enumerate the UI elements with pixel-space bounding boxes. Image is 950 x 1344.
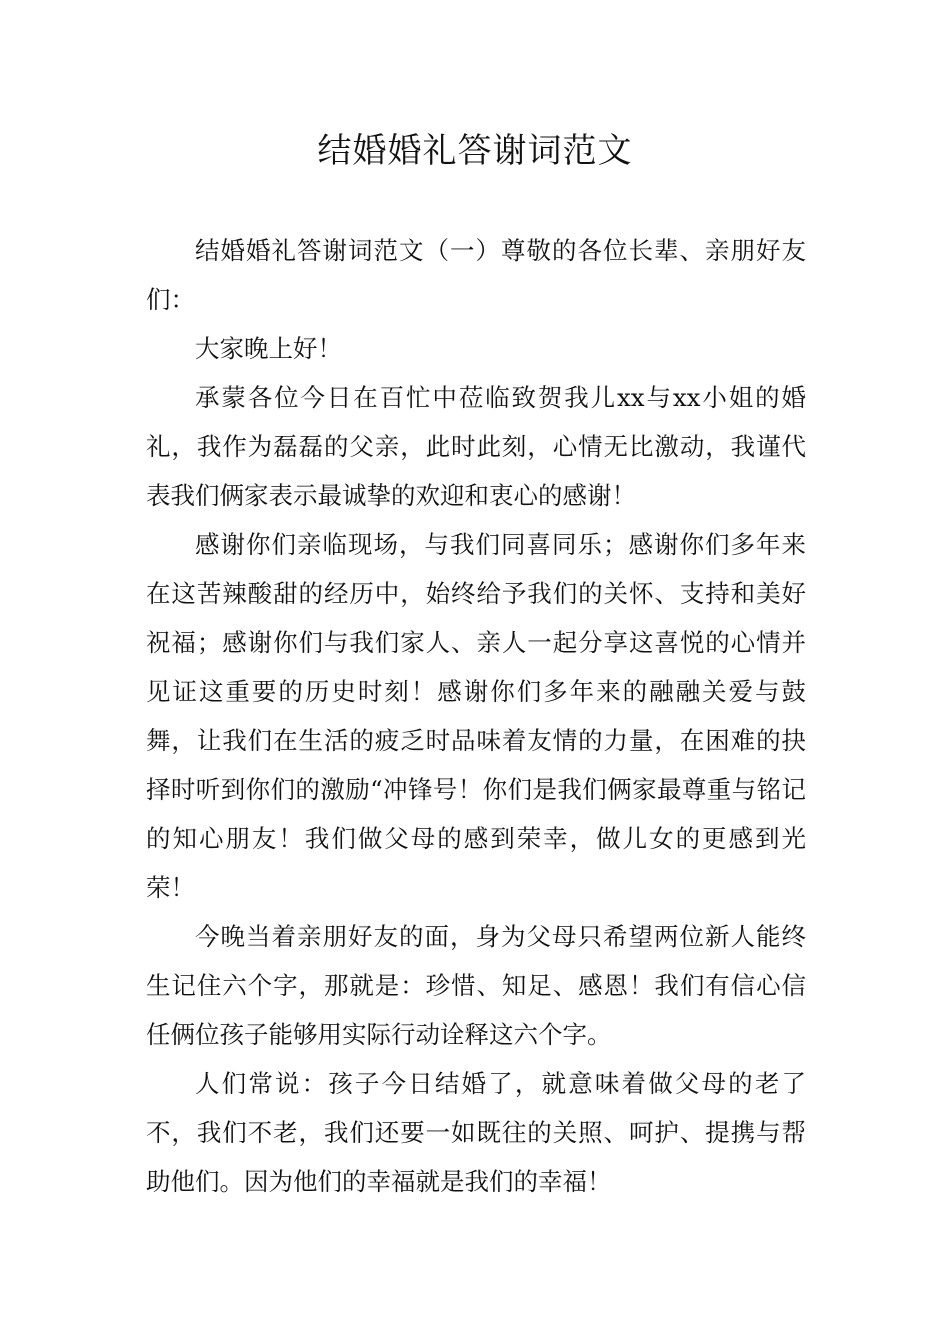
paragraph-thanks: 感谢你们亲临现场，与我们同喜同乐；感谢你们多年来在这苦辣酸甜的经历中，始终给予我们的关怀、支持和美好祝福；感谢你们与我们家人、亲人一起分享这喜悦的心情并见证这重要的历史时刻！感谢你们多年来的融融关爱与鼓舞，让我们在生活的疲乏时品味着友情的力量，在困难的抉择时听到你们的激励“冲锋号！你们是我们俩家最尊重与铭记的知心朋友！我们做父母的感到荣幸，做儿女的更感到光荣！ xyxy=(146,530,806,902)
paragraph-intro: 结婚婚礼答谢词范文（一）尊敬的各位长辈、亲朋好友们： xyxy=(146,236,806,314)
document-body xyxy=(146,226,806,1206)
paragraph-welcome: 承蒙各位今日在百忙中莅临致贺我儿xx与xx小姐的婚礼，我作为磊磊的父亲，此时此刻，心情无比激动，我谨代表我们俩家表示最诚挚的欢迎和衷心的感谢！ xyxy=(146,383,806,510)
paragraph-greeting: 大家晚上好！ xyxy=(195,334,342,363)
paragraph-closing: 人们常说：孩子今日结婚了，就意味着做父母的老了不，我们不老，我们还要一如既往的关照、呵护、提携与帮助他们。因为他们的幸福就是我们的幸福！ xyxy=(146,1069,806,1196)
paragraph-wishes: 今晚当着亲朋好友的面，身为父母只希望两位新人能终生记住六个字，那就是：珍惜、知足、感恩！我们有信心信任俩位孩子能够用实际行动诠释这六个字。 xyxy=(146,922,806,1049)
document-title: 结婚婚礼答谢词范文 xyxy=(317,131,633,171)
